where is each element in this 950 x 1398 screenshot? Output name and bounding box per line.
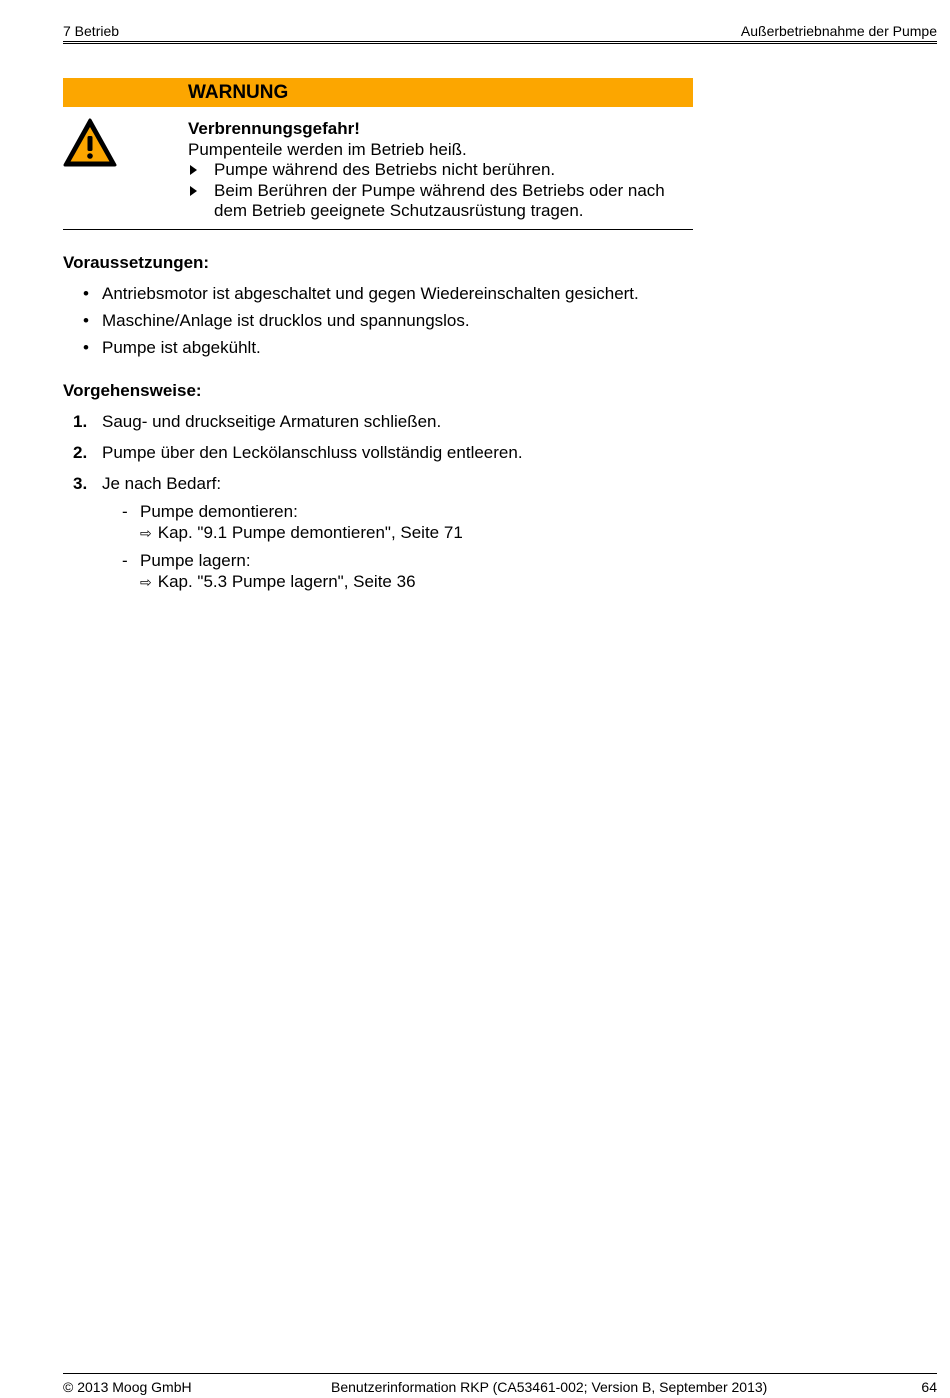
warning-description: Pumpenteile werden im Betrieb heiß. bbox=[188, 139, 467, 159]
warning-action-text: Beim Berühren der Pumpe während des Betriebs oder nach bbox=[214, 180, 665, 200]
arrow-right-icon: ⇨ bbox=[140, 575, 152, 591]
step-number: 2. bbox=[73, 443, 88, 462]
page-header bbox=[63, 22, 937, 42]
step-text: Pumpe über den Leckölanschluss vollständig entleeren. bbox=[102, 443, 523, 462]
warning-body bbox=[188, 119, 698, 222]
warning-hazard: Verbrennungsgefahr! bbox=[188, 119, 360, 138]
step-text: Je nach Bedarf: bbox=[102, 474, 222, 493]
page-footer bbox=[63, 1378, 937, 1398]
cross-reference[interactable] bbox=[140, 522, 463, 545]
substep-label: Pumpe lagern: bbox=[140, 551, 251, 570]
cross-reference[interactable] bbox=[140, 571, 416, 594]
warning-action-text: Pumpe während des Betriebs nicht berühren. bbox=[214, 160, 556, 179]
warning-bar bbox=[63, 78, 693, 107]
substep-label: Pumpe demontieren: bbox=[140, 502, 298, 521]
arrow-right-icon: ⇨ bbox=[140, 526, 152, 542]
list-item-text: Maschine/Anlage ist drucklos und spannungslos. bbox=[102, 311, 470, 330]
header-divider bbox=[63, 41, 937, 44]
footer-document: Benutzerinformation RKP (CA53461-002; Version B, September 2013) bbox=[331, 1379, 768, 1395]
bullet-icon: • bbox=[83, 311, 89, 330]
footer-divider bbox=[63, 1373, 937, 1374]
warning-action-text-continued: dem Betrieb geeignete Schutzausrüstung tragen. bbox=[214, 201, 584, 220]
cross-reference-link[interactable]: Kap. "5.3 Pumpe lagern", Seite 36 bbox=[157, 572, 416, 591]
triangle-bullet-icon bbox=[190, 186, 197, 196]
step-text: Saug- und druckseitige Armaturen schließen. bbox=[102, 412, 442, 431]
dash-bullet: - bbox=[122, 551, 128, 570]
page-number: 64 bbox=[921, 1379, 937, 1395]
bullet-icon: • bbox=[83, 338, 89, 357]
step-number: 3. bbox=[73, 474, 88, 493]
footer-copyright: © 2013 Moog GmbH bbox=[63, 1379, 192, 1395]
prerequisites-title: Voraussetzungen: bbox=[63, 253, 210, 272]
header-chapter: 7 Betrieb bbox=[63, 23, 120, 39]
header-section: Außerbetriebnahme der Pumpe bbox=[740, 23, 937, 39]
cross-reference-link[interactable]: Kap. "9.1 Pumpe demontieren", Seite 71 bbox=[157, 523, 463, 542]
bullet-icon: • bbox=[83, 284, 89, 303]
warning-action bbox=[188, 181, 698, 222]
procedure-title: Vorgehensweise: bbox=[63, 381, 202, 400]
warning-divider bbox=[63, 229, 693, 230]
triangle-bullet-icon bbox=[190, 165, 197, 175]
step-number: 1. bbox=[73, 412, 88, 431]
warning-signal-word: WARNUNG bbox=[188, 82, 289, 103]
warning-triangle-icon bbox=[63, 118, 117, 168]
list-item-text: Pumpe ist abgekühlt. bbox=[102, 338, 261, 357]
dash-bullet: - bbox=[122, 502, 128, 521]
list-item-text: Antriebsmotor ist abgeschaltet und gegen Wiedereinschalten gesichert. bbox=[102, 284, 639, 303]
warning-action bbox=[188, 160, 698, 181]
